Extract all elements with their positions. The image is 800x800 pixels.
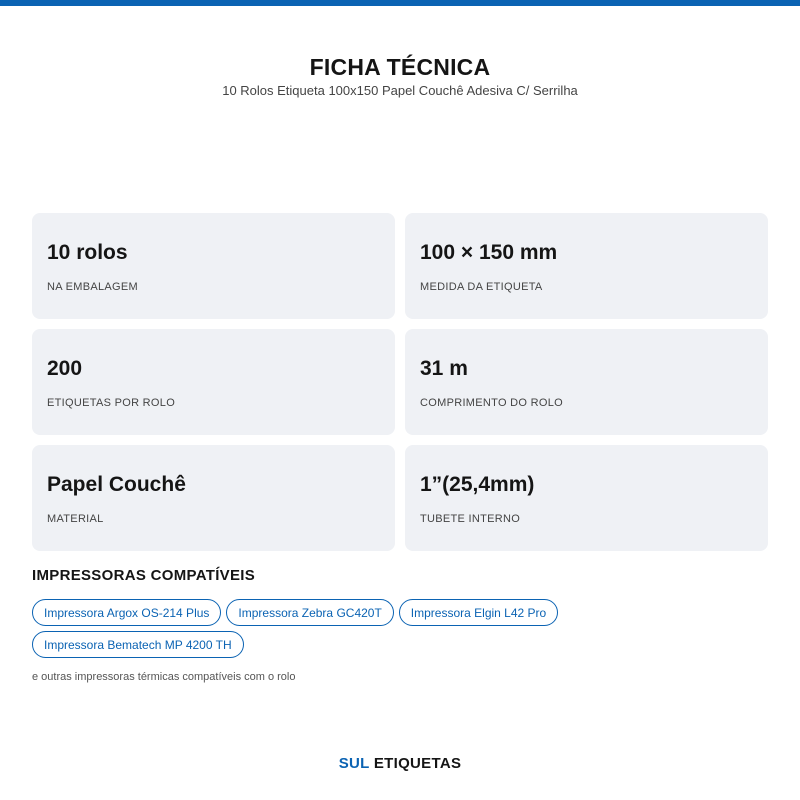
spec-label: COMPRIMENTO DO ROLO <box>420 397 564 409</box>
spec-label: TUBETE INTERNO <box>420 513 521 525</box>
spec-card-labels-per-roll <box>32 329 395 435</box>
printer-chip[interactable]: Impressora Bematech MP 4200 TH <box>32 631 244 658</box>
spec-value: 1”(25,4mm) <box>420 473 535 496</box>
spec-value: 31 m <box>420 357 468 380</box>
printer-chip[interactable]: Impressora Zebra GC420T <box>226 599 393 626</box>
page-subtitle: 10 Rolos Etiqueta 100x150 Papel Couchê Adesiva C/ Serrilha <box>222 83 578 98</box>
spec-card-core <box>405 445 768 551</box>
printers-note: e outras impressoras térmicas compatíveis com o rolo <box>32 671 296 683</box>
top-accent-bar <box>0 0 800 6</box>
spec-label: NA EMBALAGEM <box>47 281 139 293</box>
spec-card-roll-length <box>405 329 768 435</box>
printer-chip[interactable]: Impressora Argox OS-214 Plus <box>32 599 221 626</box>
page-title: FICHA TÉCNICA <box>309 54 491 80</box>
spec-card-quantity <box>32 213 395 319</box>
spec-value: 100 × 150 mm <box>420 241 558 264</box>
spec-grid <box>32 213 768 551</box>
spec-label: MEDIDA DA ETIQUETA <box>420 281 543 293</box>
spec-value: 200 <box>47 357 83 380</box>
spec-label: MATERIAL <box>47 513 104 525</box>
spec-value: 10 rolos <box>47 241 128 264</box>
spec-card-size <box>405 213 768 319</box>
printer-chip-list <box>32 599 632 658</box>
brand-logo <box>0 755 800 772</box>
spec-card-material <box>32 445 395 551</box>
printers-section-title: IMPRESSORAS COMPATÍVEIS <box>32 567 256 584</box>
spec-label: ETIQUETAS POR ROLO <box>47 397 176 409</box>
printer-chip[interactable]: Impressora Elgin L42 Pro <box>399 599 558 626</box>
brand-part-etiquetas: ETIQUETAS <box>373 755 462 772</box>
brand-part-sul: SUL <box>338 755 370 772</box>
spec-value: Papel Couchê <box>47 473 186 496</box>
